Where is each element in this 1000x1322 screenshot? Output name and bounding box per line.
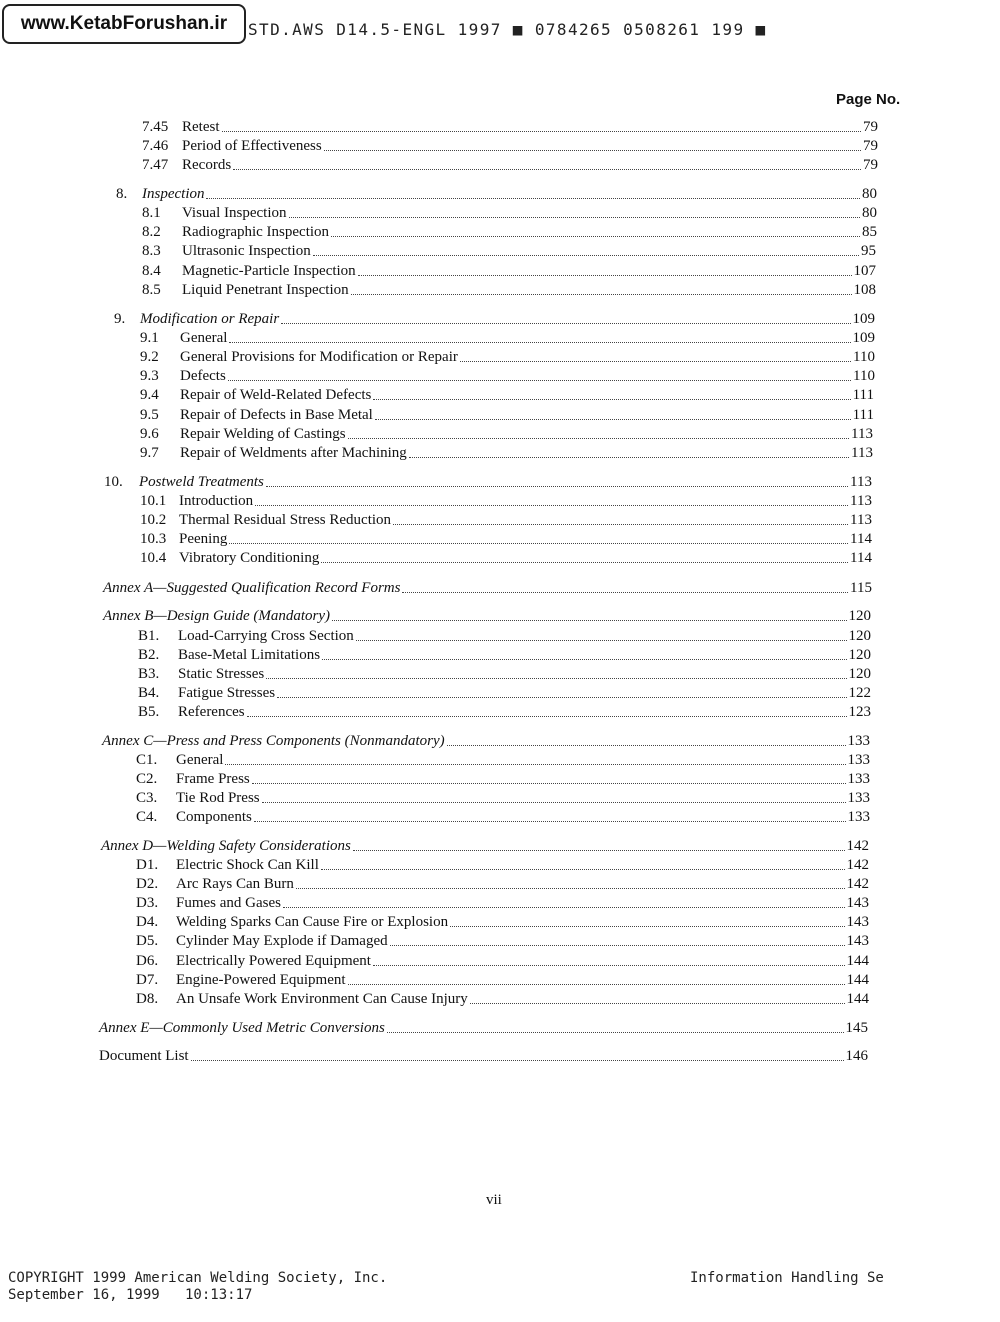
toc-entry-page: 113 — [850, 512, 872, 528]
dot-leader — [277, 697, 846, 698]
toc-entry-title: Electrically Powered Equipment — [176, 953, 371, 969]
toc-entry-page: 79 — [863, 157, 878, 173]
toc-section-heading[interactable] — [116, 183, 877, 203]
toc-entry[interactable] — [138, 701, 871, 721]
toc-entry-page: 143 — [846, 933, 869, 949]
toc-entry-number: 7.46 — [142, 138, 169, 154]
toc-entry-number: D1. — [136, 857, 159, 873]
toc-annex-heading[interactable] — [103, 577, 872, 597]
toc-section-title: Modification or Repair — [140, 311, 280, 327]
toc-entry-number: C3. — [136, 790, 158, 806]
toc-entry-number: C1. — [136, 752, 158, 768]
toc-entry-number: B5. — [138, 704, 160, 720]
toc-entry-page: 133 — [847, 790, 870, 806]
toc-entry[interactable] — [142, 154, 878, 174]
dot-leader — [373, 965, 845, 966]
toc-entry-title: Document List — [99, 1048, 189, 1064]
toc-entry-number: B2. — [138, 647, 160, 663]
toc-entry[interactable] — [142, 279, 876, 299]
dot-leader — [387, 1032, 844, 1033]
toc-entry[interactable] — [140, 509, 872, 529]
toc-entry-page: 107 — [853, 263, 876, 279]
toc-entry[interactable] — [142, 260, 876, 280]
toc-entry-title: Records — [182, 157, 232, 173]
toc-entry-number: 9.5 — [140, 407, 159, 423]
toc-entry-page: 113 — [850, 474, 872, 490]
dot-leader — [322, 659, 846, 660]
toc-entry[interactable] — [140, 365, 875, 385]
toc-entry-page: 113 — [851, 426, 873, 442]
toc-entry-page: 79 — [863, 138, 878, 154]
toc-entry[interactable] — [138, 682, 871, 702]
toc-entry-page: 142 — [846, 838, 869, 854]
dot-leader — [375, 419, 851, 420]
toc-entry-number: 10.4 — [140, 550, 167, 566]
dot-leader — [353, 850, 845, 851]
dot-leader — [331, 236, 860, 237]
dot-leader — [225, 764, 845, 765]
toc-entry[interactable] — [138, 644, 871, 664]
dot-leader — [390, 945, 845, 946]
toc-entry-page: 146 — [845, 1048, 868, 1064]
dot-leader — [358, 275, 852, 276]
dot-leader — [233, 169, 861, 170]
toc-entry-number: C4. — [136, 809, 158, 825]
toc-entry[interactable] — [136, 950, 869, 970]
toc-entry-page: 85 — [862, 224, 877, 240]
toc-entry-title: Defects — [180, 368, 226, 384]
toc-entry-page: 113 — [851, 445, 873, 461]
toc-entry-number: B3. — [138, 666, 160, 682]
toc-entry-title: Repair of Weldments after Machining — [180, 445, 407, 461]
toc-section-title: Inspection — [142, 186, 205, 202]
toc-entry-page: 142 — [846, 857, 869, 873]
dot-leader — [296, 888, 845, 889]
toc-entry-number: 9.2 — [140, 349, 159, 365]
toc-entry-page: 108 — [853, 282, 876, 298]
toc-entry[interactable] — [140, 404, 874, 424]
toc-entry-number: 7.45 — [142, 119, 169, 135]
toc-entry[interactable] — [138, 625, 871, 645]
toc-entry[interactable] — [136, 768, 870, 788]
toc-entry[interactable] — [136, 873, 869, 893]
dot-leader — [348, 438, 849, 439]
dot-leader — [228, 380, 851, 381]
dot-leader — [324, 150, 861, 151]
toc-entry-title: Magnetic-Particle Inspection — [182, 263, 356, 279]
toc-entry-title: Static Stresses — [178, 666, 265, 682]
toc-entry-title: Vibratory Conditioning — [179, 550, 320, 566]
toc-entry-title: Introduction — [179, 493, 254, 509]
toc-entry-number: 10.3 — [140, 531, 167, 547]
toc-entry-page: 120 — [848, 608, 871, 624]
page-no-heading: Page No. — [836, 91, 901, 108]
toc-annex-heading[interactable] — [102, 730, 870, 750]
toc-entry[interactable] — [142, 221, 877, 241]
toc-entry-page: 109 — [852, 311, 875, 327]
toc-entry[interactable] — [140, 327, 875, 347]
toc-entry-title: Fumes and Gases — [176, 895, 281, 911]
toc-entry[interactable] — [136, 806, 870, 826]
toc-entry-title: Electric Shock Can Kill — [176, 857, 319, 873]
toc-entry-page: 144 — [846, 991, 869, 1007]
toc-entry[interactable] — [140, 547, 872, 567]
toc-entry-page: 111 — [852, 387, 874, 403]
toc-entry-title: Radiographic Inspection — [182, 224, 330, 240]
dot-leader — [283, 907, 845, 908]
toc-entry-number: 10.2 — [140, 512, 167, 528]
toc-entry-page: 120 — [848, 666, 871, 682]
dot-leader — [447, 745, 846, 746]
toc-annex-title: Annex A—Suggested Qualification Record Forms — [103, 580, 401, 596]
toc-entry-page: 133 — [847, 809, 870, 825]
toc-entry-title: Repair Welding of Castings — [180, 426, 346, 442]
toc-section-number: 9. — [114, 311, 126, 327]
toc-entry-number: 9.3 — [140, 368, 159, 384]
dot-leader — [191, 1060, 844, 1061]
toc-entry[interactable] — [140, 423, 873, 443]
toc-entry-number: 8.4 — [142, 263, 161, 279]
dot-leader — [247, 716, 847, 717]
toc-entry-number: C2. — [136, 771, 158, 787]
dot-leader — [255, 505, 848, 506]
toc-entry[interactable] — [136, 969, 869, 989]
toc-annex-heading[interactable] — [101, 835, 869, 855]
toc-entry-page: 111 — [852, 407, 874, 423]
toc-entry-number: 10.1 — [140, 493, 167, 509]
dot-leader — [229, 342, 850, 343]
toc-section-title: Postweld Treatments — [139, 474, 264, 490]
dot-leader — [313, 255, 859, 256]
toc-entry-page: 144 — [846, 953, 869, 969]
toc-entry-title: References — [178, 704, 245, 720]
toc-entry-number: D8. — [136, 991, 159, 1007]
toc-entry-page: 144 — [846, 972, 869, 988]
toc-entry-number: 8.3 — [142, 243, 161, 259]
toc-entry-title: Welding Sparks Can Cause Fire or Explosion — [176, 914, 449, 930]
toc-entry[interactable] — [142, 240, 876, 260]
toc-entry-page: 109 — [852, 330, 875, 346]
footer-copyright: COPYRIGHT 1999 American Welding Society, Inc. — [8, 1270, 388, 1286]
toc-annex-title: Annex E—Commonly Used Metric Conversions — [99, 1020, 385, 1036]
toc-section-heading[interactable] — [104, 471, 872, 491]
toc-entry-title: Fatigue Stresses — [178, 685, 276, 701]
toc-entry-number: B1. — [138, 628, 160, 644]
toc-entry-number: 8.1 — [142, 205, 161, 221]
toc-entry[interactable] — [142, 135, 878, 155]
toc-entry-page: 110 — [853, 349, 875, 365]
dot-leader — [262, 802, 846, 803]
dot-leader — [470, 1003, 845, 1004]
toc-section-number: 8. — [116, 186, 128, 202]
toc-entry[interactable] — [136, 930, 869, 950]
toc-entry-page: 95 — [861, 243, 876, 259]
dot-leader — [229, 543, 848, 544]
toc-section-number: 10. — [104, 474, 123, 490]
toc-entry-page: 143 — [846, 895, 869, 911]
dot-leader — [332, 620, 846, 621]
toc-entry-number: D5. — [136, 933, 159, 949]
toc-entry-page: 120 — [848, 647, 871, 663]
footer-info: Information Handling Se — [690, 1270, 884, 1286]
toc-entry-page: 114 — [850, 531, 872, 547]
toc-entry[interactable] — [136, 988, 869, 1008]
toc-entry[interactable] — [140, 346, 875, 366]
dot-leader — [373, 399, 850, 400]
toc-entry[interactable] — [136, 749, 870, 769]
toc-entry[interactable] — [142, 116, 878, 136]
toc-entry-page: 120 — [848, 628, 871, 644]
toc-entry-page: 113 — [850, 493, 872, 509]
toc-entry-number: 9.1 — [140, 330, 159, 346]
toc-annex-title: Annex B—Design Guide (Mandatory) — [103, 608, 331, 624]
toc-annex-heading[interactable] — [103, 605, 871, 625]
toc-entry-page: 115 — [850, 580, 872, 596]
toc-entry-page: 133 — [847, 733, 870, 749]
dot-leader — [460, 361, 851, 362]
toc-document-list[interactable] — [99, 1045, 868, 1065]
toc-section-heading[interactable] — [114, 308, 875, 328]
toc-entry-page: 143 — [846, 914, 869, 930]
dot-leader — [206, 198, 860, 199]
dot-leader — [450, 926, 844, 927]
dot-leader — [254, 821, 846, 822]
dot-leader — [252, 783, 846, 784]
toc-annex-title: Annex C—Press and Press Components (Nonmandatory) — [102, 733, 445, 749]
toc-entry-page: 142 — [846, 876, 869, 892]
toc-entry[interactable] — [140, 528, 872, 548]
toc-entry[interactable] — [140, 442, 873, 462]
toc-entry-number: 7.47 — [142, 157, 169, 173]
toc-entry-page: 123 — [848, 704, 871, 720]
toc-entry-number: D2. — [136, 876, 159, 892]
dot-leader — [222, 131, 862, 132]
dot-leader — [266, 678, 846, 679]
toc-entry-number: D3. — [136, 895, 159, 911]
toc-entry-page: 122 — [848, 685, 871, 701]
toc-annex-heading[interactable] — [99, 1017, 868, 1037]
dot-leader — [402, 592, 848, 593]
toc-entry-page: 114 — [850, 550, 872, 566]
toc-entry[interactable] — [142, 202, 877, 222]
toc-entry-title: Frame Press — [176, 771, 250, 787]
toc-entry-number: 9.7 — [140, 445, 159, 461]
toc-entry-title: Arc Rays Can Burn — [176, 876, 294, 892]
toc-entry-title: An Unsafe Work Environment Can Cause Injury — [176, 991, 468, 1007]
footer-date: September 16, 1999 10:13:17 — [8, 1287, 253, 1303]
dot-leader — [266, 486, 848, 487]
toc-entry-title: General Provisions for Modification or Repair — [180, 349, 458, 365]
toc-entry-number: D4. — [136, 914, 159, 930]
toc-entry-number: 9.6 — [140, 426, 159, 442]
toc-entry-title: Components — [176, 809, 252, 825]
toc-entry-title: Repair of Defects in Base Metal — [180, 407, 373, 423]
toc-entry-title: Liquid Penetrant Inspection — [182, 282, 349, 298]
toc-entry-title: General — [180, 330, 228, 346]
watermark-logo: www.KetabForushan.ir — [2, 4, 246, 44]
dot-leader — [351, 294, 852, 295]
toc-entry-title: Retest — [182, 119, 220, 135]
dot-leader — [321, 869, 845, 870]
toc-entry-title: Repair of Weld-Related Defects — [180, 387, 372, 403]
toc-entry-page: 145 — [845, 1020, 868, 1036]
toc-entry-title: Cylinder May Explode if Damaged — [176, 933, 388, 949]
toc-entry-title: Base-Metal Limitations — [178, 647, 321, 663]
toc-entry-page: 80 — [862, 186, 877, 202]
header-stamp: STD.AWS D14.5-ENGL 1997 ■ 0784265 0508261 199 ■ — [248, 20, 767, 39]
toc-entry-title: Period of Effectiveness — [182, 138, 322, 154]
page-folio: vii — [486, 1192, 502, 1208]
toc-entry-title: Engine-Powered Equipment — [176, 972, 346, 988]
toc-entry-title: Thermal Residual Stress Reduction — [179, 512, 392, 528]
toc-entry-number: D6. — [136, 953, 159, 969]
toc-entry-page: 133 — [847, 752, 870, 768]
toc-entry[interactable] — [136, 854, 869, 874]
dot-leader — [409, 457, 849, 458]
toc-entry[interactable] — [138, 663, 871, 683]
toc-entry-title: Load-Carrying Cross Section — [178, 628, 354, 644]
toc-entry-number: B4. — [138, 685, 160, 701]
toc-entry-number: D7. — [136, 972, 159, 988]
toc-entry[interactable] — [136, 911, 869, 931]
toc-entry[interactable] — [136, 787, 870, 807]
toc-entry-title: Tie Rod Press — [176, 790, 260, 806]
dot-leader — [348, 984, 845, 985]
dot-leader — [281, 323, 850, 324]
toc-entry-number: 9.4 — [140, 387, 159, 403]
toc-annex-title: Annex D—Welding Safety Considerations — [101, 838, 351, 854]
toc-entry-title: Peening — [179, 531, 228, 547]
toc-entry-number: 8.5 — [142, 282, 161, 298]
dot-leader — [393, 524, 848, 525]
toc-entry-title: General — [176, 752, 224, 768]
dot-leader — [321, 562, 848, 563]
toc-entry[interactable] — [140, 490, 872, 510]
dot-leader — [289, 217, 861, 218]
toc-entry[interactable] — [136, 892, 869, 912]
toc-entry-number: 8.2 — [142, 224, 161, 240]
toc-entry-page: 133 — [847, 771, 870, 787]
toc-entry-page: 79 — [863, 119, 878, 135]
toc-entry-page: 110 — [853, 368, 875, 384]
dot-leader — [356, 640, 847, 641]
toc-entry-title: Visual Inspection — [182, 205, 287, 221]
toc-entry-title: Ultrasonic Inspection — [182, 243, 311, 259]
toc-entry-page: 80 — [862, 205, 877, 221]
toc-entry[interactable] — [140, 384, 874, 404]
